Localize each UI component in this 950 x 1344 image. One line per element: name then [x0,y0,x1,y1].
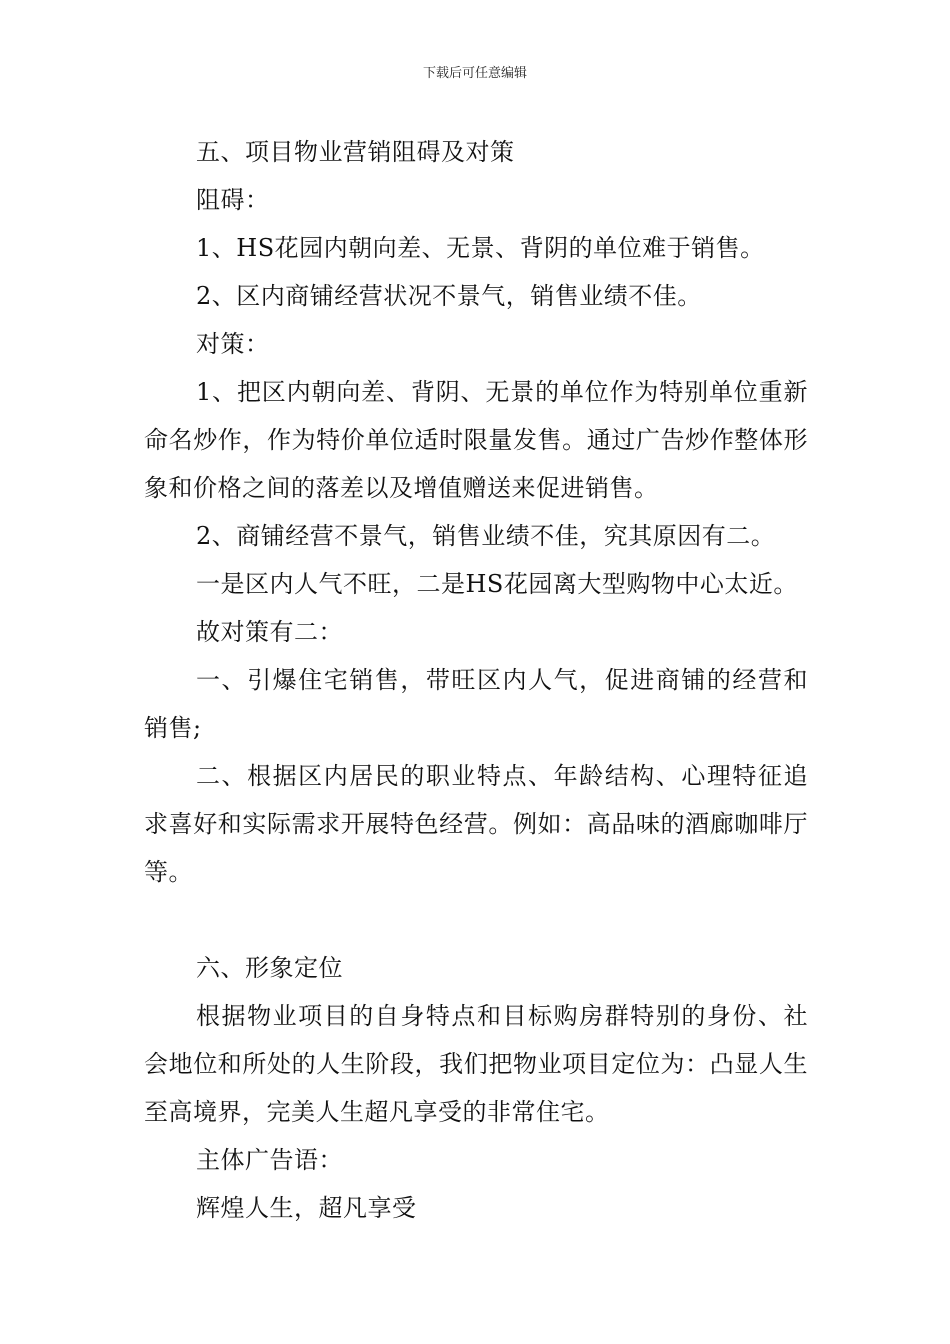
positioning-paragraph: 根据物业项目的自身特点和目标购房群特别的身份、社会地位和所处的人生阶段，我们把物业项目定位为：凸显人生至高境界，完美人生超凡享受的非常住宅。 [144,1002,808,1126]
measures-label: 对策： [196,330,270,358]
section-5-title: 五、项目物业营销阻碍及对策 [196,138,515,166]
document-body [144,128,808,1232]
reason-line: 一是区内人气不旺，二是HS花园离大型购物中心太近。 [196,570,798,598]
slogan-label: 主体广告语： [196,1146,343,1174]
obstacle-item-2: 2、区内商铺经营状况不景气，销售业绩不佳。 [196,282,702,310]
obstacle-item-1: 1、HS花园内朝向差、无景、背阴的单位难于销售。 [196,234,765,262]
page-header-note: 下载后可任意编辑 [422,66,527,81]
measure-item-2: 2、商铺经营不景气，销售业绩不佳，究其原因有二。 [196,522,776,550]
measure-item-b: 二、根据区内居民的职业特点、年龄结构、心理特征追求喜好和实际需求开展特色经营。例如：高品味的酒廊咖啡厅等。 [144,762,808,886]
section-6-title: 六、形象定位 [196,954,343,982]
measure-item-a: 一、引爆住宅销售，带旺区内人气，促进商铺的经营和销售; [144,666,808,742]
slogan-text: 辉煌人生，超凡享受 [196,1194,417,1222]
obstacles-label: 阻碍： [196,186,270,214]
paragraph-spacer [144,896,808,944]
measures-two-label: 故对策有二： [196,618,343,646]
measure-item-1: 1、把区内朝向差、背阴、无景的单位作为特别单位重新命名炒作，作为特价单位适时限量发售。通过广告炒作整体形象和价格之间的落差以及增值赠送来促进销售。 [144,378,808,502]
